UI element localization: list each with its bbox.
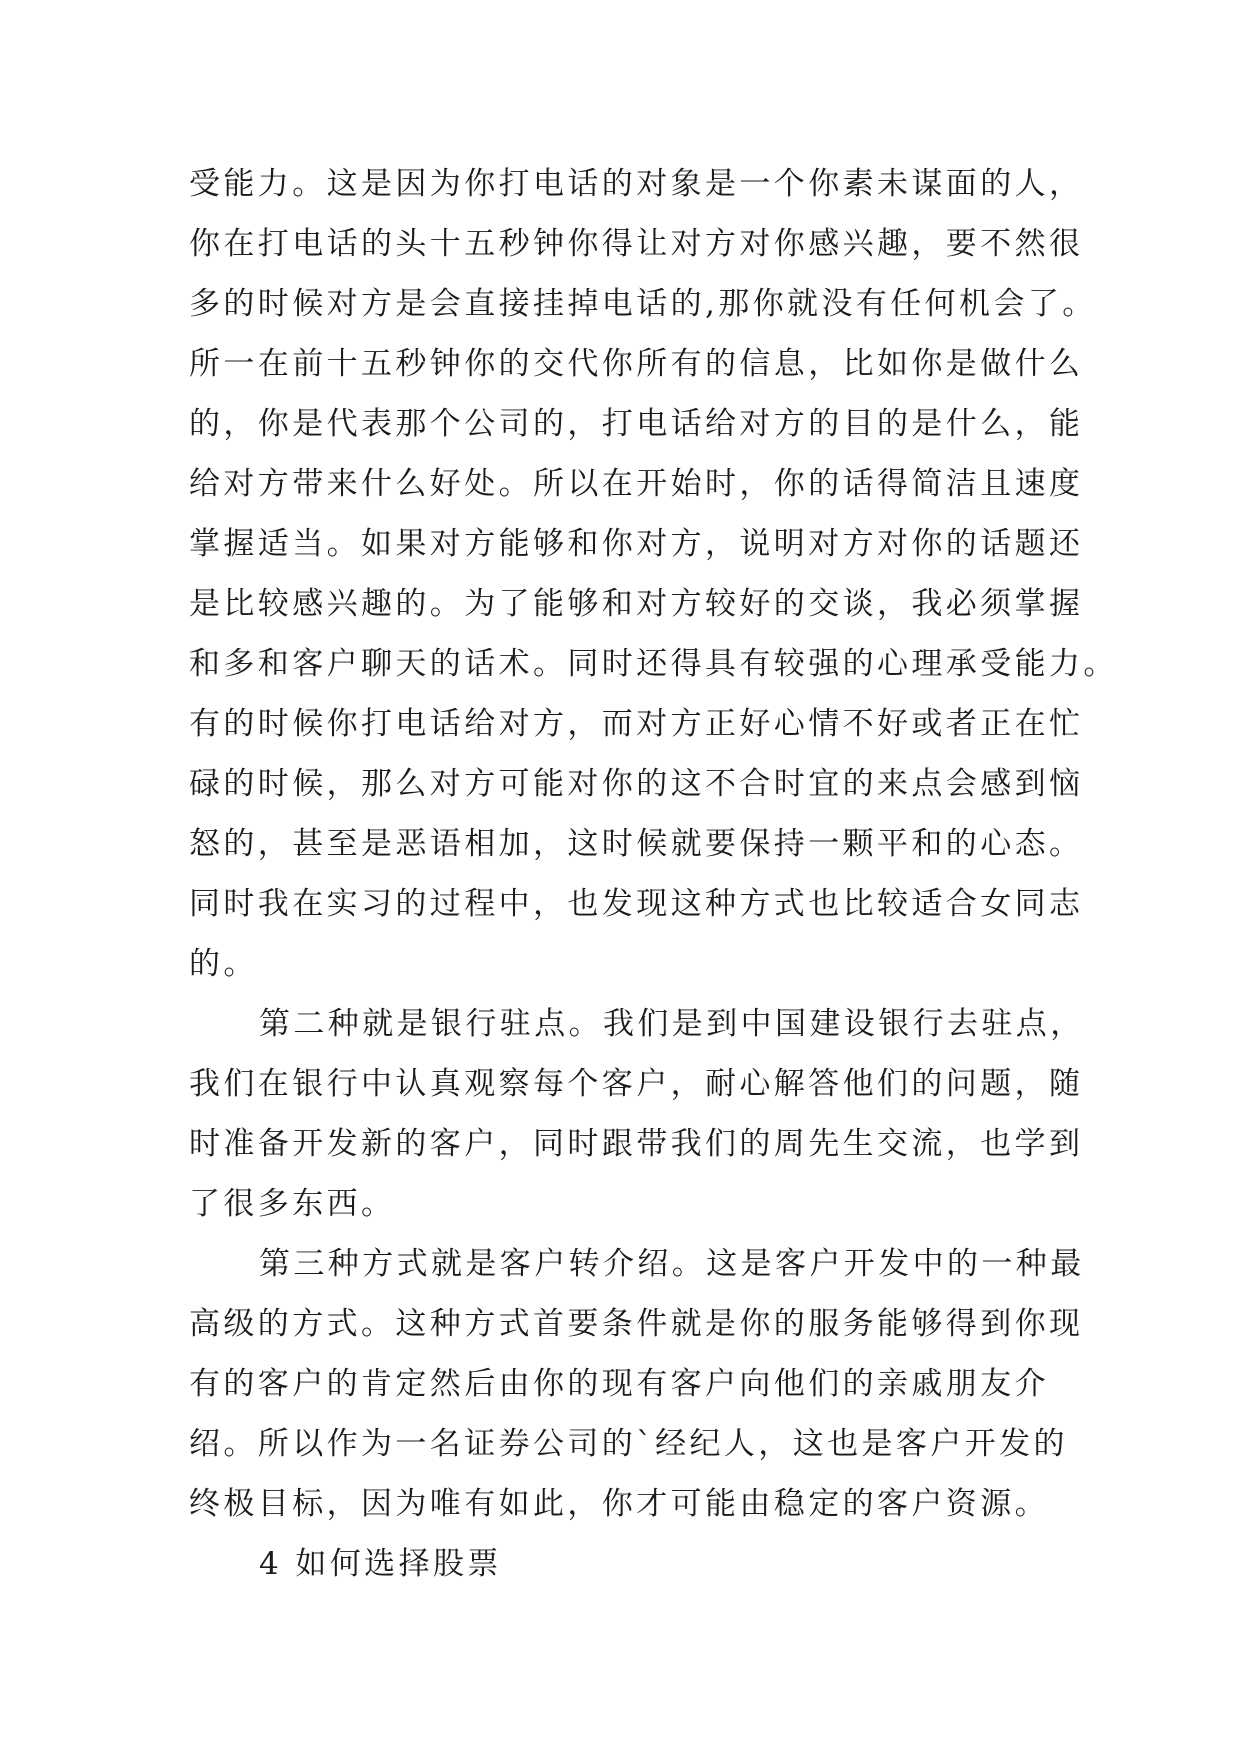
text-line: 受能力。这是因为你打电话的对象是一个你素未谋面的人， <box>189 166 1084 202</box>
text-line: 给对方带来什么好处。所以在开始时，你的话得简洁且速度 <box>189 466 1084 502</box>
text-line: 怒的，甚至是恶语相加，这时候就要保持一颗平和的心态。 <box>189 826 1084 862</box>
text-line: 所一在前十五秒钟你的交代你所有的信息，比如你是做什么 <box>189 346 1084 382</box>
text-line: 时准备开发新的客户，同时跟带我们的周先生交流，也学到 <box>189 1126 1084 1162</box>
paragraph-start-line: 第三种方式就是客户转介绍。这是客户开发中的一种最 <box>259 1246 1085 1282</box>
text-line: 碌的时候，那么对方可能对你的这不合时宜的来点会感到恼 <box>189 766 1084 802</box>
text-line: 终极目标，因为唯有如此，你才可能由稳定的客户资源。 <box>189 1486 1049 1522</box>
text-line: 掌握适当。如果对方能够和你对方，说明对方对你的话题还 <box>189 526 1084 562</box>
text-line: 我们在银行中认真观察每个客户，耐心解答他们的问题，随 <box>189 1066 1084 1102</box>
text-line: 同时我在实习的过程中，也发现这种方式也比较适合女同志 <box>189 886 1084 922</box>
paragraph-start-line: 第二种就是银行驻点。我们是到中国建设银行去驻点， <box>259 1006 1085 1042</box>
text-line: 的。 <box>189 946 258 982</box>
section-heading: 4 如何选择股票 <box>259 1546 502 1582</box>
text-line: 和多和客户聊天的话术。同时还得具有较强的心理承受能力。 <box>189 646 1118 682</box>
text-line: 了很多东西。 <box>189 1186 396 1222</box>
text-line: 高级的方式。这种方式首要条件就是你的服务能够得到你现 <box>189 1306 1084 1342</box>
text-line: 你在打电话的头十五秒钟你得让对方对你感兴趣，要不然很 <box>189 226 1084 262</box>
text-line: 多的时候对方是会直接挂掉电话的,那你就没有任何机会了。 <box>189 286 1097 322</box>
text-line: 的，你是代表那个公司的，打电话给对方的目的是什么，能 <box>189 406 1084 442</box>
text-line: 有的客户的肯定然后由你的现有客户向他们的亲戚朋友介 <box>189 1366 1049 1402</box>
text-line: 绍。所以作为一名证券公司的`经纪人，这也是客户开发的 <box>189 1426 1068 1462</box>
text-line: 有的时候你打电话给对方，而对方正好心情不好或者正在忙 <box>189 706 1084 742</box>
text-line: 是比较感兴趣的。为了能够和对方较好的交谈，我必须掌握 <box>189 586 1084 622</box>
